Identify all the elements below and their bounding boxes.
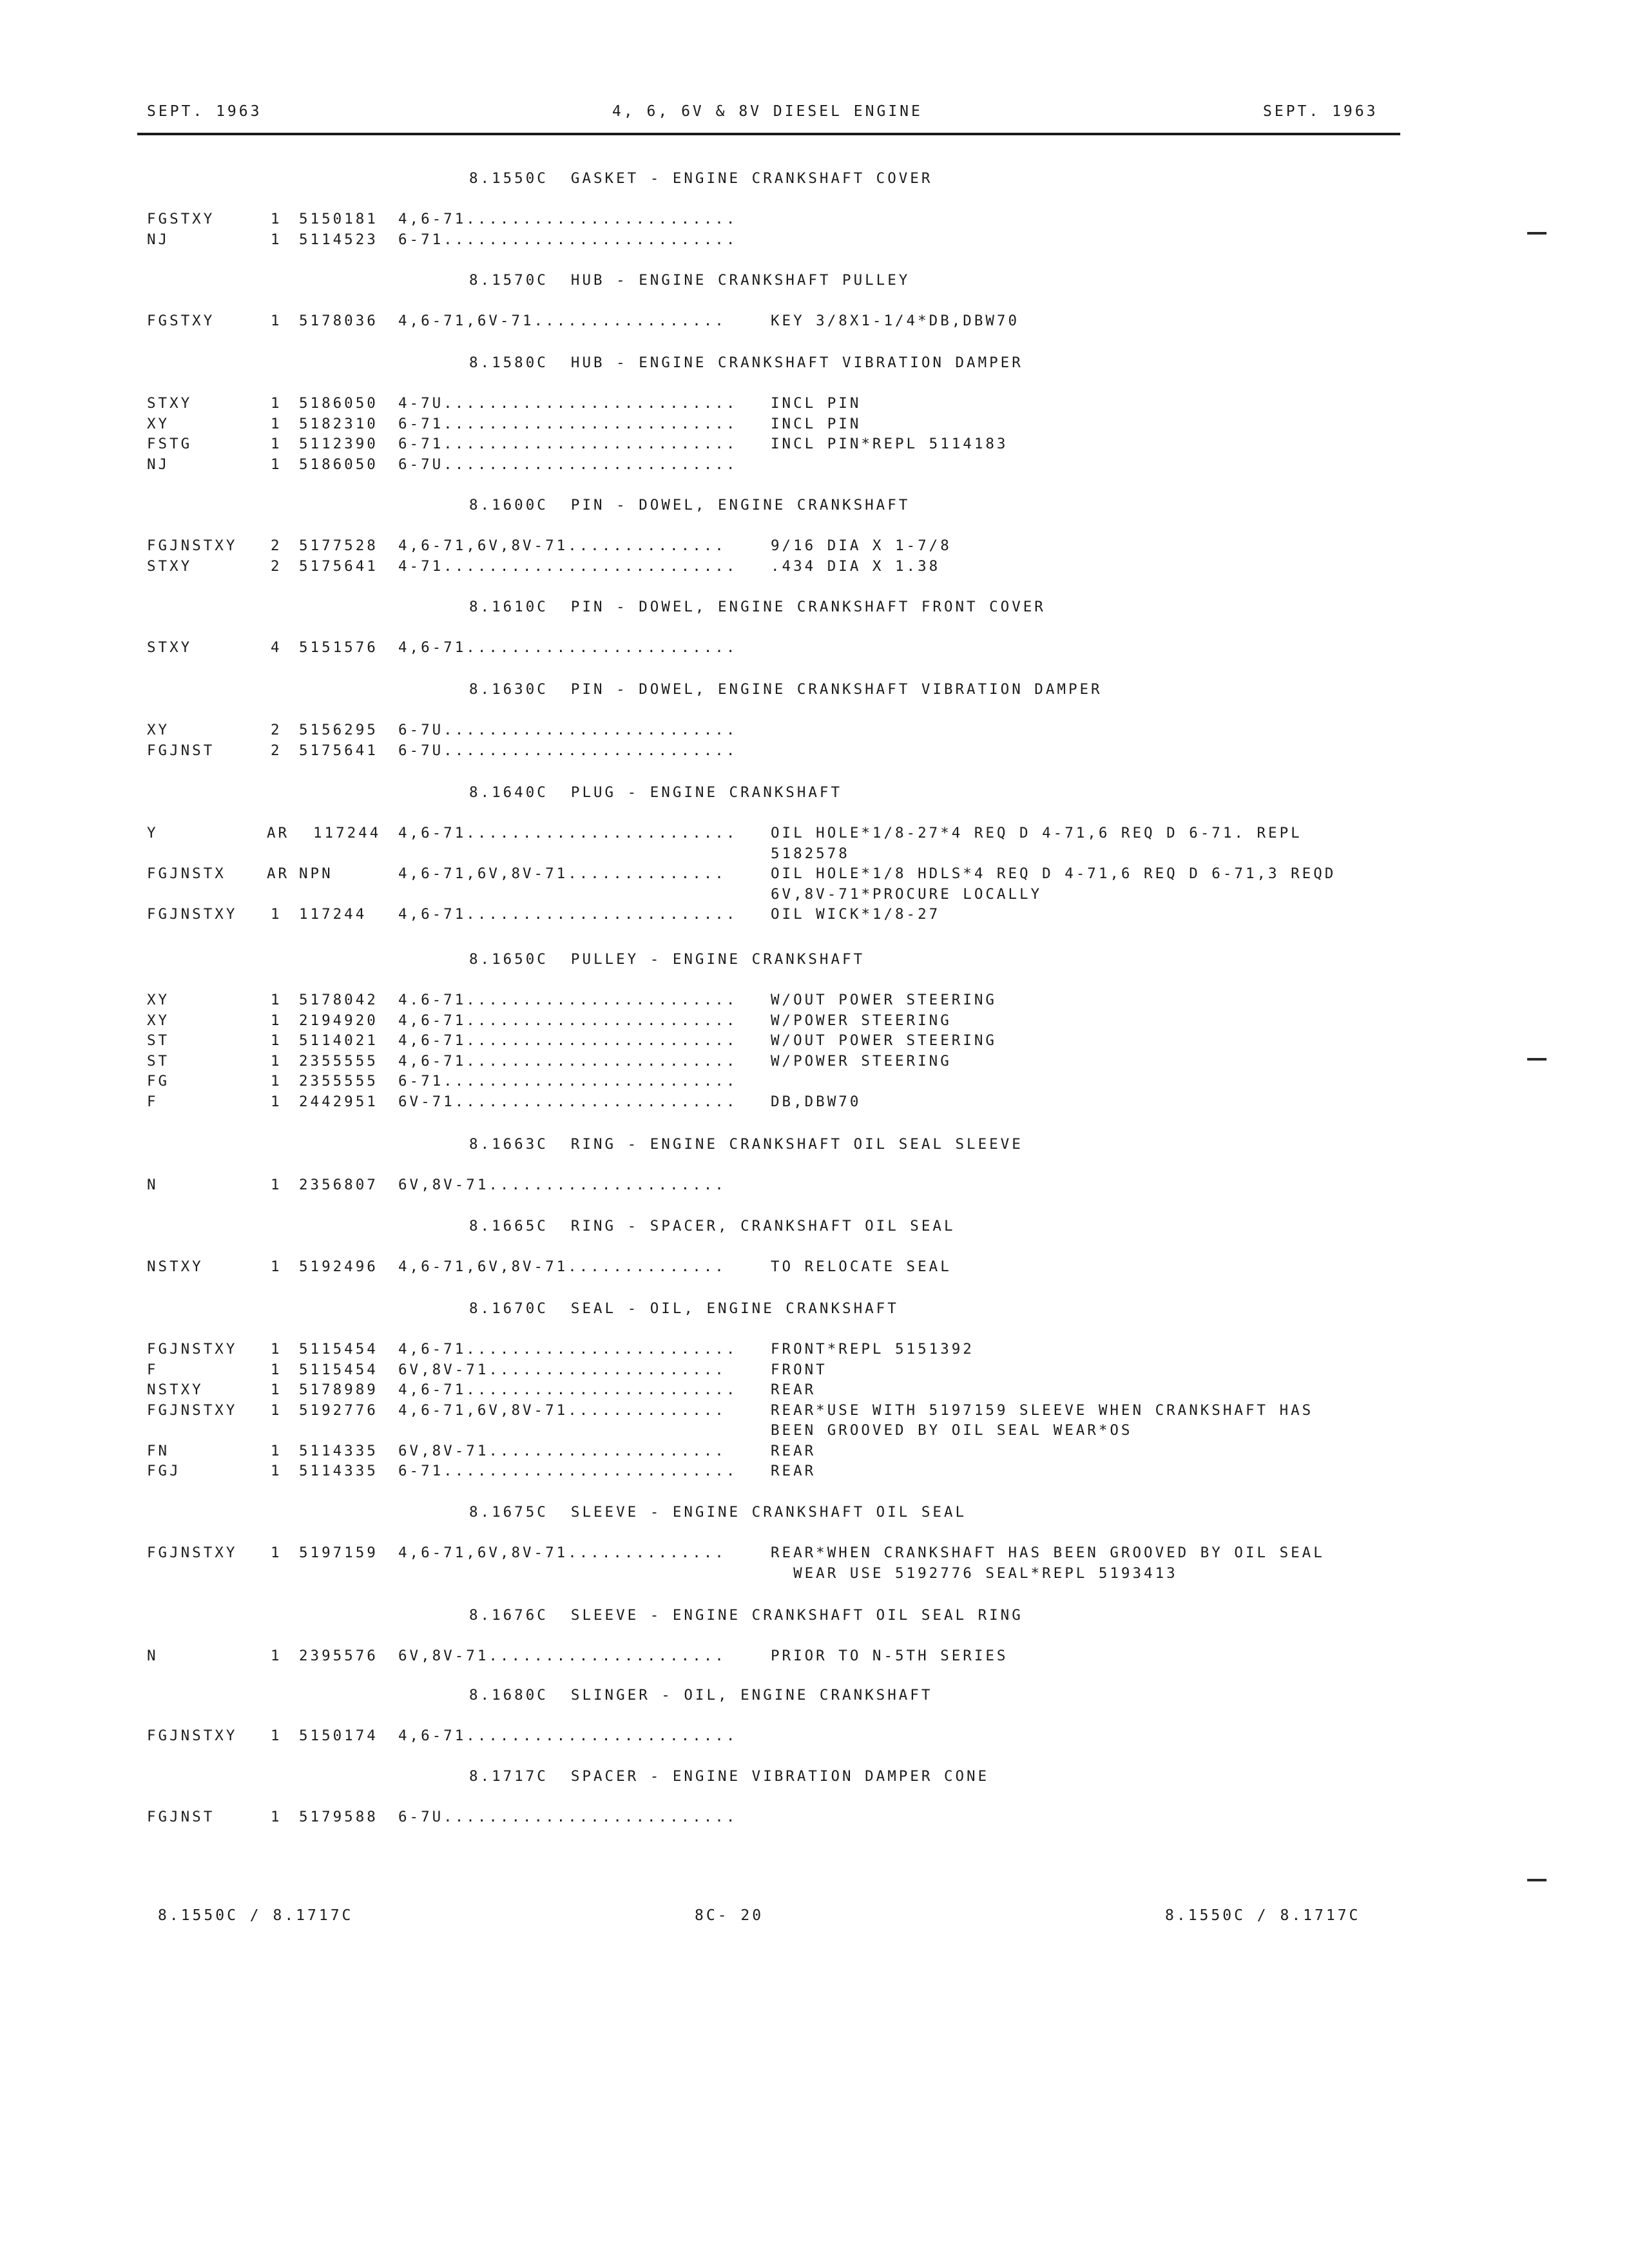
model-code: XY bbox=[147, 722, 170, 738]
quantity: 1 bbox=[271, 456, 282, 473]
quantity: 1 bbox=[271, 211, 282, 227]
quantity: 1 bbox=[271, 1032, 282, 1049]
model-code: FGJNSTXY bbox=[147, 1544, 238, 1561]
remarks: OIL HOLE*1/8 HDLS*4 REQ D 4-71,6 REQ D 6-71,3 REQD bbox=[771, 865, 1336, 882]
part-number: 5175641 bbox=[299, 557, 378, 575]
model-code: NJ bbox=[147, 231, 170, 248]
quantity: 1 bbox=[271, 436, 282, 452]
model-applicability: 6-7U.......................... bbox=[398, 456, 738, 473]
header-right: SEPT. 1963 bbox=[1263, 103, 1378, 120]
section-title-text: 8.1676C SLEEVE - ENGINE CRANKSHAFT OIL SEAL RING bbox=[469, 1607, 1023, 1624]
model-applicability: 6V-71......................... bbox=[398, 1093, 738, 1110]
remarks: TO RELOCATE SEAL bbox=[771, 1258, 952, 1275]
model-code: XY bbox=[147, 992, 170, 1008]
model-applicability: 4.6-71........................ bbox=[398, 992, 738, 1008]
quantity: 1 bbox=[271, 231, 282, 248]
remarks: INCL PIN*REPL 5114183 bbox=[771, 436, 1008, 452]
remarks: FRONT*REPL 5151392 bbox=[771, 1341, 974, 1358]
part-number: 5178036 bbox=[299, 312, 378, 329]
section-title-text: 8.1610C PIN - DOWEL, ENGINE CRANKSHAFT FRONT COVER bbox=[469, 599, 1046, 615]
model-applicability: 4,6-71,6V,8V-71.............. bbox=[398, 1544, 726, 1561]
model-applicability: 6V,8V-71..................... bbox=[398, 1177, 726, 1193]
remarks-continuation: 5182578 bbox=[771, 845, 850, 862]
part-number: 5182310 bbox=[299, 415, 378, 432]
part-number: 5197159 bbox=[299, 1544, 378, 1561]
section-title-text: 8.1640C PLUG - ENGINE CRANKSHAFT bbox=[469, 784, 843, 801]
remarks: REAR*USE WITH 5197159 SLEEVE WHEN CRANKSHAFT HAS bbox=[771, 1401, 1314, 1419]
model-applicability: 6V,8V-71..................... bbox=[398, 1361, 726, 1378]
model-code: NJ bbox=[147, 456, 170, 473]
remarks: REAR*WHEN CRANKSHAFT HAS BEEN GROOVED BY OIL SEAL bbox=[771, 1544, 1325, 1561]
model-applicability: 4,6-71........................ bbox=[398, 825, 738, 841]
model-code: FGJNST bbox=[147, 1809, 215, 1825]
model-applicability: 6-7U.......................... bbox=[398, 742, 738, 759]
header-rule bbox=[137, 133, 1400, 135]
quantity: 2 bbox=[271, 557, 282, 575]
quantity: 1 bbox=[271, 1381, 282, 1398]
section-title-text: 8.1663C RING - ENGINE CRANKSHAFT OIL SEAL SLEEVE bbox=[469, 1136, 1023, 1153]
model-applicability: 4-7U.......................... bbox=[398, 395, 738, 412]
model-applicability: 4-71.......................... bbox=[398, 557, 738, 575]
section-title-text: 8.1550C GASKET - ENGINE CRANKSHAFT COVER bbox=[469, 170, 933, 187]
quantity: 2 bbox=[271, 742, 282, 759]
part-number: 5150174 bbox=[299, 1727, 378, 1744]
quantity: 4 bbox=[271, 639, 282, 656]
quantity: 1 bbox=[271, 1463, 282, 1479]
part-number: 5175641 bbox=[299, 742, 378, 759]
remarks-continuation: BEEN GROOVED BY OIL SEAL WEAR*OS bbox=[771, 1422, 1133, 1439]
quantity: 1 bbox=[271, 1544, 282, 1561]
quantity: 2 bbox=[271, 722, 282, 738]
model-applicability: 6-71.......................... bbox=[398, 1463, 738, 1479]
part-number: 5192496 bbox=[299, 1258, 378, 1275]
part-number: 5150181 bbox=[299, 211, 378, 227]
part-number: 5186050 bbox=[299, 456, 378, 473]
model-applicability: 6-71.......................... bbox=[398, 436, 738, 452]
model-code: ST bbox=[147, 1052, 170, 1070]
quantity: 2 bbox=[271, 537, 282, 554]
remarks-continuation: WEAR USE 5192776 SEAL*REPL 5193413 bbox=[771, 1564, 1178, 1582]
part-number: 5178989 bbox=[299, 1381, 378, 1398]
section-title-text: 8.1665C RING - SPACER, CRANKSHAFT OIL SEAL bbox=[469, 1218, 956, 1235]
header-left: SEPT. 1963 bbox=[147, 103, 262, 120]
quantity: 1 bbox=[271, 1809, 282, 1825]
model-applicability: 4,6-71........................ bbox=[398, 1381, 738, 1398]
part-number: 5178042 bbox=[299, 992, 378, 1008]
section-title-text: 8.1570C HUB - ENGINE CRANKSHAFT PULLEY bbox=[469, 272, 911, 289]
model-applicability: 4,6-71........................ bbox=[398, 639, 738, 656]
footer-page-number: 8C- 20 bbox=[695, 1907, 764, 1924]
model-applicability: 4,6-71........................ bbox=[398, 211, 738, 227]
quantity: 1 bbox=[271, 1052, 282, 1070]
model-code: FGJNSTX bbox=[147, 865, 226, 882]
section-title-text: 8.1670C SEAL - OIL, ENGINE CRANKSHAFT bbox=[469, 1300, 899, 1317]
part-number: 2356807 bbox=[299, 1177, 378, 1193]
model-applicability: 4,6-71,6V,8V-71.............. bbox=[398, 1401, 726, 1419]
part-number: 117244 bbox=[313, 825, 381, 841]
part-number: 5114523 bbox=[299, 231, 378, 248]
model-code: FGJNSTXY bbox=[147, 906, 238, 923]
model-code: STXY bbox=[147, 639, 193, 656]
section-title-text: 8.1580C HUB - ENGINE CRANKSHAFT VIBRATION DAMPER bbox=[469, 354, 1023, 371]
model-code: FGJ bbox=[147, 1463, 181, 1479]
model-code: ST bbox=[147, 1032, 170, 1049]
section-title-text: 8.1675C SLEEVE - ENGINE CRANKSHAFT OIL SEAL bbox=[469, 1504, 967, 1521]
part-number: 5114335 bbox=[299, 1463, 378, 1479]
section-title-text: 8.1717C SPACER - ENGINE VIBRATION DAMPER CONE bbox=[469, 1768, 990, 1785]
part-number: 5114021 bbox=[299, 1032, 378, 1049]
model-applicability: 4,6-71,6V,8V-71.............. bbox=[398, 1258, 726, 1275]
model-code: NSTXY bbox=[147, 1381, 204, 1398]
remarks: KEY 3/8X1-1/4*DB,DBW70 bbox=[771, 312, 1020, 329]
model-applicability: 4,6-71........................ bbox=[398, 1727, 738, 1744]
part-number: 2355555 bbox=[299, 1052, 378, 1070]
model-code: FGJNSTXY bbox=[147, 1401, 238, 1419]
section-title-text: 8.1680C SLINGER - OIL, ENGINE CRANKSHAFT bbox=[469, 1687, 933, 1704]
model-code: FSTG bbox=[147, 436, 193, 452]
model-code: NSTXY bbox=[147, 1258, 204, 1275]
model-applicability: 6-7U.......................... bbox=[398, 1809, 738, 1825]
quantity: AR bbox=[267, 865, 290, 882]
header-center: 4, 6, 6V & 8V DIESEL ENGINE bbox=[612, 103, 923, 120]
part-number: 5192776 bbox=[299, 1401, 378, 1419]
margin-mark bbox=[1527, 1879, 1547, 1881]
remarks: OIL HOLE*1/8-27*4 REQ D 4-71,6 REQ D 6-71. REPL bbox=[771, 825, 1302, 841]
remarks: PRIOR TO N-5TH SERIES bbox=[771, 1648, 1008, 1664]
quantity: 1 bbox=[271, 1012, 282, 1029]
part-number: 5114335 bbox=[299, 1442, 378, 1459]
model-applicability: 6-71.......................... bbox=[398, 231, 738, 248]
margin-mark bbox=[1527, 232, 1547, 235]
model-code: Y bbox=[147, 825, 159, 841]
remarks: INCL PIN bbox=[771, 395, 862, 412]
model-code: STXY bbox=[147, 395, 193, 412]
remarks: W/OUT POWER STEERING bbox=[771, 992, 997, 1008]
quantity: 1 bbox=[271, 1401, 282, 1419]
remarks: OIL WICK*1/8-27 bbox=[771, 906, 941, 923]
quantity: 1 bbox=[271, 1073, 282, 1090]
quantity: 1 bbox=[271, 415, 282, 432]
quantity: 1 bbox=[271, 1727, 282, 1744]
part-number: 5156295 bbox=[299, 722, 378, 738]
section-title-text: 8.1630C PIN - DOWEL, ENGINE CRANKSHAFT VIBRATION DAMPER bbox=[469, 681, 1103, 698]
quantity: 1 bbox=[271, 1341, 282, 1358]
part-number: 5151576 bbox=[299, 639, 378, 656]
model-code: FGJNST bbox=[147, 742, 215, 759]
model-code: XY bbox=[147, 1012, 170, 1029]
part-number: 5186050 bbox=[299, 395, 378, 412]
remarks-continuation: 6V,8V-71*PROCURE LOCALLY bbox=[771, 885, 1043, 903]
model-applicability: 4,6-71........................ bbox=[398, 1341, 738, 1358]
quantity: 1 bbox=[271, 906, 282, 923]
margin-mark bbox=[1527, 1058, 1547, 1061]
model-code: F bbox=[147, 1361, 159, 1378]
remarks: W/POWER STEERING bbox=[771, 1012, 952, 1029]
remarks: .434 DIA X 1.38 bbox=[771, 557, 941, 575]
model-code: FGJNSTXY bbox=[147, 537, 238, 554]
footer-left: 8.1550C / 8.1717C bbox=[158, 1907, 354, 1924]
remarks: FRONT bbox=[771, 1361, 827, 1378]
model-code: N bbox=[147, 1648, 159, 1664]
model-applicability: 6V,8V-71..................... bbox=[398, 1648, 726, 1664]
part-number: 2395576 bbox=[299, 1648, 378, 1664]
part-number: 5112390 bbox=[299, 436, 378, 452]
remarks: REAR bbox=[771, 1442, 816, 1459]
model-code: XY bbox=[147, 415, 170, 432]
model-applicability: 4,6-71........................ bbox=[398, 1052, 738, 1070]
model-code: FGJNSTXY bbox=[147, 1727, 238, 1744]
model-applicability: 6-7U.......................... bbox=[398, 722, 738, 738]
quantity: 1 bbox=[271, 1258, 282, 1275]
part-number: 2194920 bbox=[299, 1012, 378, 1029]
model-applicability: 4,6-71........................ bbox=[398, 1012, 738, 1029]
model-code: FGSTXY bbox=[147, 312, 215, 329]
model-applicability: 4,6-71........................ bbox=[398, 906, 738, 923]
remarks: REAR bbox=[771, 1381, 816, 1398]
model-applicability: 6-71.......................... bbox=[398, 415, 738, 432]
quantity: 1 bbox=[271, 1648, 282, 1664]
section-title-text: 8.1650C PULLEY - ENGINE CRANKSHAFT bbox=[469, 951, 865, 968]
quantity: 1 bbox=[271, 1442, 282, 1459]
model-code: FGJNSTXY bbox=[147, 1341, 238, 1358]
model-applicability: 4,6-71,6V-71................. bbox=[398, 312, 726, 329]
quantity: 1 bbox=[271, 992, 282, 1008]
model-applicability: 6-71.......................... bbox=[398, 1073, 738, 1090]
footer-right: 8.1550C / 8.1717C bbox=[1165, 1907, 1361, 1924]
part-number: 2442951 bbox=[299, 1093, 378, 1110]
model-code: F bbox=[147, 1093, 159, 1110]
part-number: 2355555 bbox=[299, 1073, 378, 1090]
remarks: W/POWER STEERING bbox=[771, 1052, 952, 1070]
part-number: 5115454 bbox=[299, 1341, 378, 1358]
remarks: REAR bbox=[771, 1463, 816, 1479]
quantity: 1 bbox=[271, 1177, 282, 1193]
part-number: 5179588 bbox=[299, 1809, 378, 1825]
model-code: STXY bbox=[147, 557, 193, 575]
remarks: W/OUT POWER STEERING bbox=[771, 1032, 997, 1049]
model-code: FGSTXY bbox=[147, 211, 215, 227]
quantity: 1 bbox=[271, 312, 282, 329]
part-number: NPN bbox=[299, 865, 333, 882]
quantity: 1 bbox=[271, 395, 282, 412]
model-applicability: 6V,8V-71..................... bbox=[398, 1442, 726, 1459]
remarks: DB,DBW70 bbox=[771, 1093, 862, 1110]
model-code: FG bbox=[147, 1073, 170, 1090]
model-code: N bbox=[147, 1177, 159, 1193]
part-number: 5115454 bbox=[299, 1361, 378, 1378]
quantity: AR bbox=[267, 825, 290, 841]
quantity: 1 bbox=[271, 1361, 282, 1378]
part-number: 5177528 bbox=[299, 537, 378, 554]
remarks: INCL PIN bbox=[771, 415, 862, 432]
part-number: 117244 bbox=[299, 906, 367, 923]
model-applicability: 4,6-71........................ bbox=[398, 1032, 738, 1049]
model-applicability: 4,6-71,6V,8V-71.............. bbox=[398, 865, 726, 882]
model-applicability: 4,6-71,6V,8V-71.............. bbox=[398, 537, 726, 554]
model-code: FN bbox=[147, 1442, 170, 1459]
section-title-text: 8.1600C PIN - DOWEL, ENGINE CRANKSHAFT bbox=[469, 497, 911, 514]
quantity: 1 bbox=[271, 1093, 282, 1110]
remarks: 9/16 DIA X 1-7/8 bbox=[771, 537, 952, 554]
